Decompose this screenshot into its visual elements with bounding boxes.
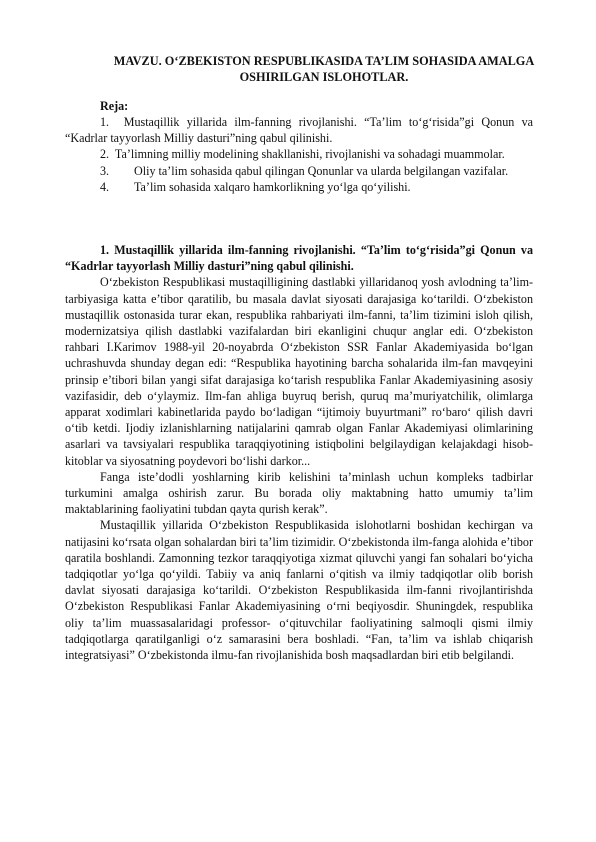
plan-item — [65, 179, 533, 195]
plan-item-number: 2. — [100, 147, 110, 162]
document-body — [65, 242, 533, 663]
plan-list — [65, 114, 533, 195]
plan-item-text: Oliy ta’lim sohasida qabul qilingan Qonunlar va ularda belgilangan vazifalar. — [134, 163, 509, 178]
body-paragraph: O‘zbekiston Respublikasi mustaqilligining dastlabki yillaridanoq yosh avlodning ta’lim-tarbiyasiga katta e’tibor qaratilib, bu masala davlat siyosati darajasiga ko‘tarildi. O‘zbekiston mustaqillik ostonasida turar ekan, respublika rahbariyati ilm-fanni, ta’lim tizimini isloh qilish, modernizatsiya qilish dastlabki vazifalardan biri ekanligini chuqur anglar edi. O‘zbekiston rahbari I.Karimov 1988-yil 20-noyabrda O‘zbekiston SSR Fanlar Akademiyasida bo‘lgan uchrashuvda shunday degan edi: “Respublika hayotining barcha sohalarida ilm-fan mavqeyini prinsip e’tibori bilan yangi sifat darajasiga ko‘tarish respublika Fanlar Akademiyasining asosiy vazifasidir, deb o‘ylaymiz. Ilm-fan ahliga buyruq berish, quruq ma’muriyatchilik, olimlarga apparat xodimlari kabinetlarida paydo bo‘ladigan “ijtimoiy buyurtmani” ro‘baro‘ qilish davri o‘tib ketdi. Ijodiy izlanishlarning natijalarini qamrab olgan Fanlar Akademiyasi olimlarining asarlari va tavsiyalari respublika taraqqiyotining istiqbolini belgilaydigan kelajakdagi hisob-kitoblar va siyosatning poydevori bo‘lishi darkor... — [65, 275, 533, 468]
plan-item-text: Ta’limning milliy modelining shakllanishi, rivojlanishi va sohadagi muammolar. — [114, 147, 505, 162]
plan-item — [65, 163, 533, 179]
plan-label: Reja: — [100, 99, 129, 113]
body-paragraph: Mustaqillik yillarida O‘zbekiston Respublikasida islohotlarni boshidan kechirgan va natijasini ko‘rsata olgan sohalardan biri ta’lim tizimidir. O‘zbekistonda ilm-fanga alohida e’tibor qaratila boshlandi. Zamonning tezkor taraqqiyotiga xizmat qiluvchi yangi fan sohalari bo‘yicha tadqiqotlar yo‘lga qo‘yildi. Tabiiy va aniq fanlarni o‘qitish va ilmiy tadqiqotlar olib borish davlat siyosati darajasiga ko‘tarildi. O‘zbekiston Respublikasida ilm-fanni rivojlantirishda O‘zbekiston Respublikasi Fanlar Akademiyasining o‘rni beqiyosdir. Shuningdek, respublika oliy ta’lim muassasalaridagi professor- o‘qituvchilar faoliyatining salmoqli qismi ilmiy tadqiqotlarga qaratilganligi o‘z samarasini bera boshladi. “Fan, ta’lim va ishlab chiqarish integratsiyasi” O‘zbekistonda ilmu-fan rivojlanishida bosh maqsadlardan biri etib belgilandi. — [65, 518, 533, 663]
plan-item — [65, 146, 533, 162]
plan-item — [65, 114, 533, 146]
section-heading: 1. Mustaqillik yillarida ilm-fanning rivojlanishi. “Ta’lim to‘g‘risida”gi Qonun va “Kadrlar tayyorlash Milliy dasturi”ning qabul qilinishi. — [65, 243, 533, 274]
plan-item-number: 3. — [100, 163, 110, 178]
plan-item-number: 4. — [100, 179, 110, 194]
plan-item-number: 1. — [100, 115, 110, 129]
plan-item-text: Ta’lim sohasida xalqaro hamkorlikning yo‘lga qo‘yilishi. — [134, 179, 411, 194]
document-title: MAVZU. O‘ZBEKISTON RESPUBLIKASIDA TA’LIM SOHASIDA AMALGA OSHIRILGAN ISLOHOTLAR. — [113, 54, 535, 84]
plan-item-text: Mustaqillik yillarida ilm-fanning rivojlanishi. “Ta’lim to‘g‘risida”gi Qonun va “Kadrlar tayyorlash Milliy dasturi”ning qabul qilinishi. — [65, 115, 534, 146]
body-paragraph: Fanga iste’dodli yoshlarning kirib kelishini ta’minlash uchun kompleks tadbirlar turkumini amalga oshirish zarur. Bu borada oliy maktabning hatto umumiy ta’lim maktablarining faoliyatini tubdan qayta qurish kerak”. — [65, 469, 533, 517]
